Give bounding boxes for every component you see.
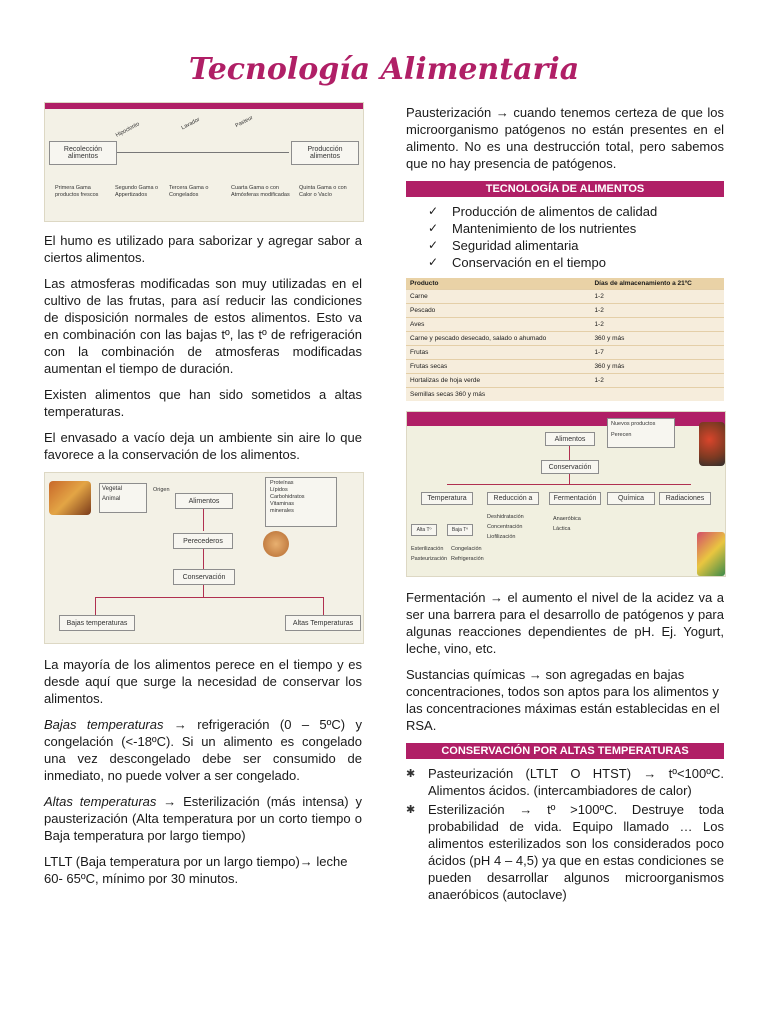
connector-5 <box>95 597 96 615</box>
box-notes <box>607 418 675 448</box>
method-fermentacion: Fermentación <box>549 492 601 505</box>
nutrient-5: minerales <box>270 508 294 514</box>
sub-bottom-2: Congelación <box>451 546 482 552</box>
sub-alta: Alta Tº <box>411 524 437 536</box>
slide-gamas-diagram <box>44 102 364 222</box>
connector-9 <box>569 474 570 484</box>
food-image-1 <box>49 481 91 515</box>
box-conservacion: Conservación <box>173 569 235 585</box>
gama-3: Tercera Gama o Congelados <box>169 185 209 198</box>
method-temperatura: Temperatura <box>421 492 473 505</box>
sub-red-1: Deshidratación <box>487 514 524 520</box>
paragraph-envasado: El envasado a vacío deja un ambiente sin aire lo que favorece a la conservación de los alimentos. <box>44 430 362 462</box>
diag-label-1: Hipoclorito <box>114 121 141 139</box>
connector-8 <box>447 484 691 485</box>
nutrient-4: Vitaminas <box>270 501 295 507</box>
checklist <box>406 203 724 271</box>
food-image-3 <box>699 422 725 466</box>
check-item: ✓ Producción de alimentos de calidad <box>428 203 724 220</box>
box-produccion: Producción alimentos <box>291 141 359 165</box>
box-recoleccion: Recolección alimentos <box>49 141 117 165</box>
paragraph-humo: El humo es utilizado para saborizar y agregar sabor a ciertos alimentos. <box>44 233 362 265</box>
sub-red-2: Concentración <box>487 524 523 530</box>
cell: 1-7 <box>590 346 724 360</box>
right-column <box>406 104 724 905</box>
slide-alimentos-diagram <box>44 472 364 644</box>
cell <box>590 388 724 402</box>
origin-vegetal: Vegetal <box>102 486 123 492</box>
box-altas-temp: Altas Temperaturas <box>285 615 361 631</box>
table-row <box>406 360 724 374</box>
gama-5: Quinta Gama o con Calor o Vacío <box>299 185 347 198</box>
connector-1 <box>203 509 204 531</box>
origin-animal: Animal <box>102 496 121 502</box>
sub-ferm-2: Láctica <box>553 526 571 532</box>
note-2: Perecen <box>611 432 632 438</box>
cell: Pescado <box>406 304 590 318</box>
note-1: Nuevos productos <box>611 421 656 427</box>
method-quimica: Química <box>607 492 655 505</box>
cell: 360 y más <box>590 360 724 374</box>
paragraph-fermentacion: Fermentación → el aumento el nivel de la acidez va a ser una barrera para el desarrollo de patógenos y para algunas reacciones dependientes de pH. Ej. Yogurt, leche, vino, etc. <box>406 590 724 656</box>
slide-conservacion-diagram <box>406 411 726 577</box>
table-row <box>406 304 724 318</box>
table-row <box>406 332 724 346</box>
sub-red-3: Liofilización <box>487 534 516 540</box>
table-row <box>406 346 724 360</box>
box-nutrients <box>265 477 337 527</box>
table-row <box>406 290 724 304</box>
paragraph-ltlt: LTLT (Baja temperatura por un largo tiempo)→ leche 60- 65ºC, mínimo por 30 minutos. <box>44 854 348 886</box>
box-perecederos: Perecederos <box>173 533 233 549</box>
cell: Frutas secas <box>406 360 590 374</box>
table-header-row <box>406 278 724 290</box>
connector-3 <box>95 597 323 598</box>
box-alimentos-top: Alimentos <box>545 432 595 446</box>
sub-bottom-3: Pasteurización <box>411 556 448 562</box>
box-bajas-temp: Bajas temperaturas <box>59 615 135 631</box>
altas-temperaturas-lead: Altas temperaturas <box>44 794 157 809</box>
slide-bar <box>407 412 725 426</box>
check-item: ✓ Mantenimiento de los nutrientes <box>428 220 724 237</box>
left-column <box>44 102 362 896</box>
banner-tecnologia-alimentos: TECNOLOGÍA DE ALIMENTOS <box>406 181 724 197</box>
nutrient-1: Proteínas <box>270 480 294 486</box>
cell: 1-2 <box>590 290 724 304</box>
paragraph-perece: La mayoría de los alimentos perece en el tiempo y es desde aquí que surge la necesidad de conservar los alimentos. <box>44 657 362 706</box>
nutrient-3: Carbohidratos <box>270 494 305 500</box>
connector-2 <box>203 549 204 569</box>
page-title: Tecnología Alimentaria <box>188 52 580 87</box>
gama-4: Cuarta Gama o con Atmósferas modificadas <box>231 185 290 198</box>
paragraph-atmosferas: Las atmosferas modificadas son muy utilizadas en el cultivo de las frutas, para así reducir las condiciones de disposición normales de estos alimentos. Esto va en combinación con las bajas tº, las tº de refrigeración con la combinación de atmosferas modificadas aumentan el tiempo de duración. <box>44 276 362 376</box>
list-item: ✱ Esterilización → tº >100ºC. Destruye toda probabilidad de vida. Equipo llamado … Los alimentos esterilizados son los considerados poco ácidos (pH 4 – 4,5) ya que en estas condiciones se pueden desarrollar algunos microorganismos anaeróbicos (autoclave) <box>406 801 724 903</box>
cell: Frutas <box>406 346 590 360</box>
banner-altas-temperaturas: CONSERVACIÓN POR ALTAS TEMPERATURAS <box>406 743 724 759</box>
connector-6 <box>323 597 324 615</box>
header-producto: Producto <box>406 278 590 290</box>
check-item: ✓ Seguridad alimentaria <box>428 237 724 254</box>
food-image-2 <box>263 531 289 557</box>
sub-bottom-4: Refrigeración <box>451 556 484 562</box>
gama-1: Primera Gama productos frescos <box>55 185 99 198</box>
cell: Semillas secas 360 y más <box>406 388 590 402</box>
box-conservacion-2: Conservación <box>541 460 599 474</box>
cell: Hortalizas de hoja verde <box>406 374 590 388</box>
sub-ferm-1: Anaeróbica <box>553 516 581 522</box>
box-origin <box>99 483 147 513</box>
diag-label-3: Pasteur <box>234 114 255 130</box>
diag-label-2: Lavador <box>180 116 201 132</box>
bajas-temperaturas-lead: Bajas temperaturas <box>44 717 164 732</box>
table-row <box>406 374 724 388</box>
cell: 1-2 <box>590 304 724 318</box>
sub-baja: Baja Tº <box>447 524 473 536</box>
table-row <box>406 318 724 332</box>
list-item: ✱ Pasteurización (LTLT O HTST) → tº<100ºC. Alimentos ácidos. (intercambiadores de calor) <box>406 765 724 799</box>
food-image-4 <box>697 532 725 576</box>
header-dias: Días de almacenamiento a 21ºC <box>590 278 724 290</box>
cell: Carne y pescado desecado, salado o ahumado <box>406 332 590 346</box>
bajas-temperaturas-text: → refrigeración (0 – 5ºC) y congelación (<-18ºC). Si un alimento es congelado una vez descongelado debe ser consumido de inmediato, no puede volver a ser congelado. <box>44 717 362 783</box>
nutrient-2: Lípidos <box>270 487 288 493</box>
paragraph-altas: Existen alimentos que han sido sometidos a altas temperaturas. <box>44 387 362 419</box>
table-row <box>406 388 724 402</box>
box-alimentos: Alimentos <box>175 493 233 509</box>
origin-label: Origen <box>153 487 170 493</box>
paragraph-bajas-temperaturas <box>44 716 362 784</box>
gama-2: Segundo Gama o Appertizados <box>115 185 159 198</box>
altas-temperaturas-text: → Esterilización (más intensa) y pausterización (Alta temperatura por un corto tiempo o Baja temperatura por largo tiempo) <box>44 794 362 843</box>
cell: Aves <box>406 318 590 332</box>
cell: 1-2 <box>590 318 724 332</box>
cell: Carne <box>406 290 590 304</box>
paragraph-pausterizacion: Pausterización → cuando tenemos certeza de que los microorganismo patógenos no están presentes en el alimento. No es una destrucción total, pero sabemos que no hay presencia de patógenos. <box>406 105 724 171</box>
check-item: ✓ Conservación en el tiempo <box>428 254 724 271</box>
cell: 1-2 <box>590 374 724 388</box>
paragraph-altas-temperaturas <box>44 793 362 844</box>
method-reduccion: Reducción a <box>487 492 539 505</box>
cell: 360 y más <box>590 332 724 346</box>
storage-table <box>406 278 724 401</box>
connector-4 <box>203 585 204 597</box>
paragraph-sustancias: Sustancias químicas → son agregadas en bajas concentraciones, todos son aptos para los alimentos y las concentraciones máximas están establecidas en el RSA. <box>406 667 720 733</box>
high-temp-list <box>406 765 724 903</box>
arrow-line <box>117 152 289 153</box>
method-radiaciones: Radiaciones <box>659 492 711 505</box>
connector-7 <box>569 446 570 460</box>
sub-bottom-1: Esterilización <box>411 546 444 552</box>
